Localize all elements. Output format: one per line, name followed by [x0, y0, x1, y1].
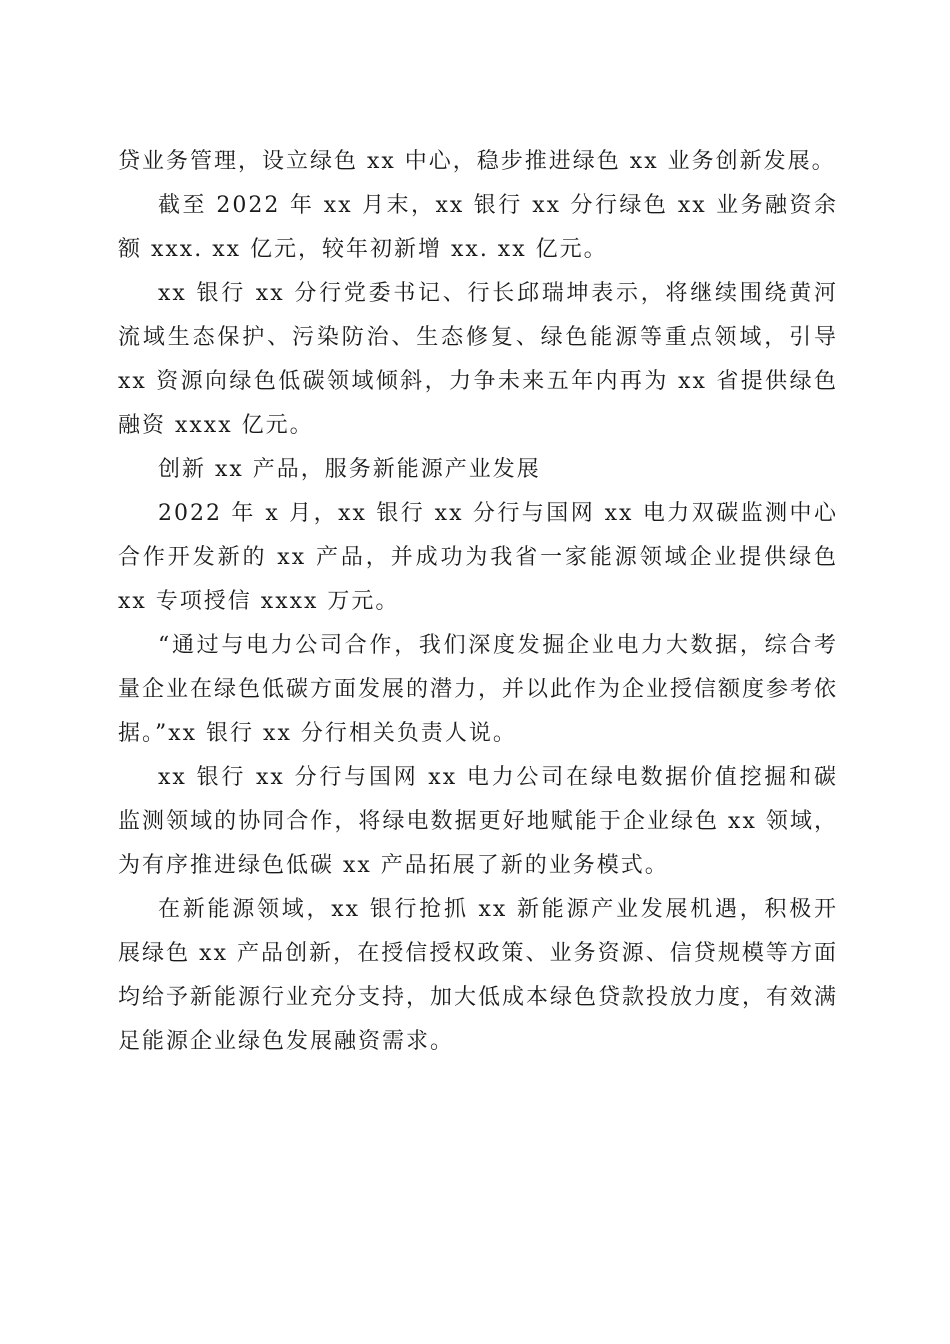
paragraph-continuation: 贷业务管理，设立绿色 xx 中心，稳步推进绿色 xx 业务创新发展。	[118, 149, 836, 174]
paragraph-financing-balance: 截至 2022 年 xx 月末，xx 银行 xx 分行绿色 xx 业务融资余额 xxx. xx 亿元，较年初新增 xx. xx 亿元。	[118, 193, 838, 262]
paragraph-cooperation: xx 银行 xx 分行与国网 xx 电力公司在绿电数据价值挖掘和碳监测领域的协同合作，将绿电数据更好地赋能于企业绿色 xx 领域，为有序推进绿色低碳 xx 产品拓展了新的业务模式。	[118, 765, 838, 878]
document-body	[118, 140, 838, 1064]
section-heading: 创新 xx 产品，服务新能源产业发展	[158, 457, 541, 482]
paragraph-quote: “通过与电力公司合作，我们深度发掘企业电力大数据，综合考量企业在绿色低碳方面发展的潜力，并以此作为企业授信额度参考依据。”xx 银行 xx 分行相关负责人说。	[118, 633, 839, 746]
paragraph-product-development: 2022 年 x 月，xx 银行 xx 分行与国网 xx 电力双碳监测中心合作开发新的 xx 产品，并成功为我省一家能源领域企业提供绿色 xx 专项授信 xxxx 万元。	[118, 501, 838, 614]
paragraph-president-statement: xx 银行 xx 分行党委书记、行长邱瑞坤表示，将继续围绕黄河流域生态保护、污染防治、生态修复、绿色能源等重点领域，引导 xx 资源向绿色低碳领域倾斜，力争未来五年内再为 xx 省提供绿色融资 xxxx 亿元。	[118, 281, 838, 438]
paragraph-new-energy: 在新能源领域，xx 银行抢抓 xx 新能源产业发展机遇，积极开展绿色 xx 产品创新，在授信授权政策、业务资源、信贷规模等方面均给予新能源行业充分支持，加大低成本绿色贷款投放力度，有效满足能源企业绿色发展融资需求。	[118, 897, 839, 1054]
